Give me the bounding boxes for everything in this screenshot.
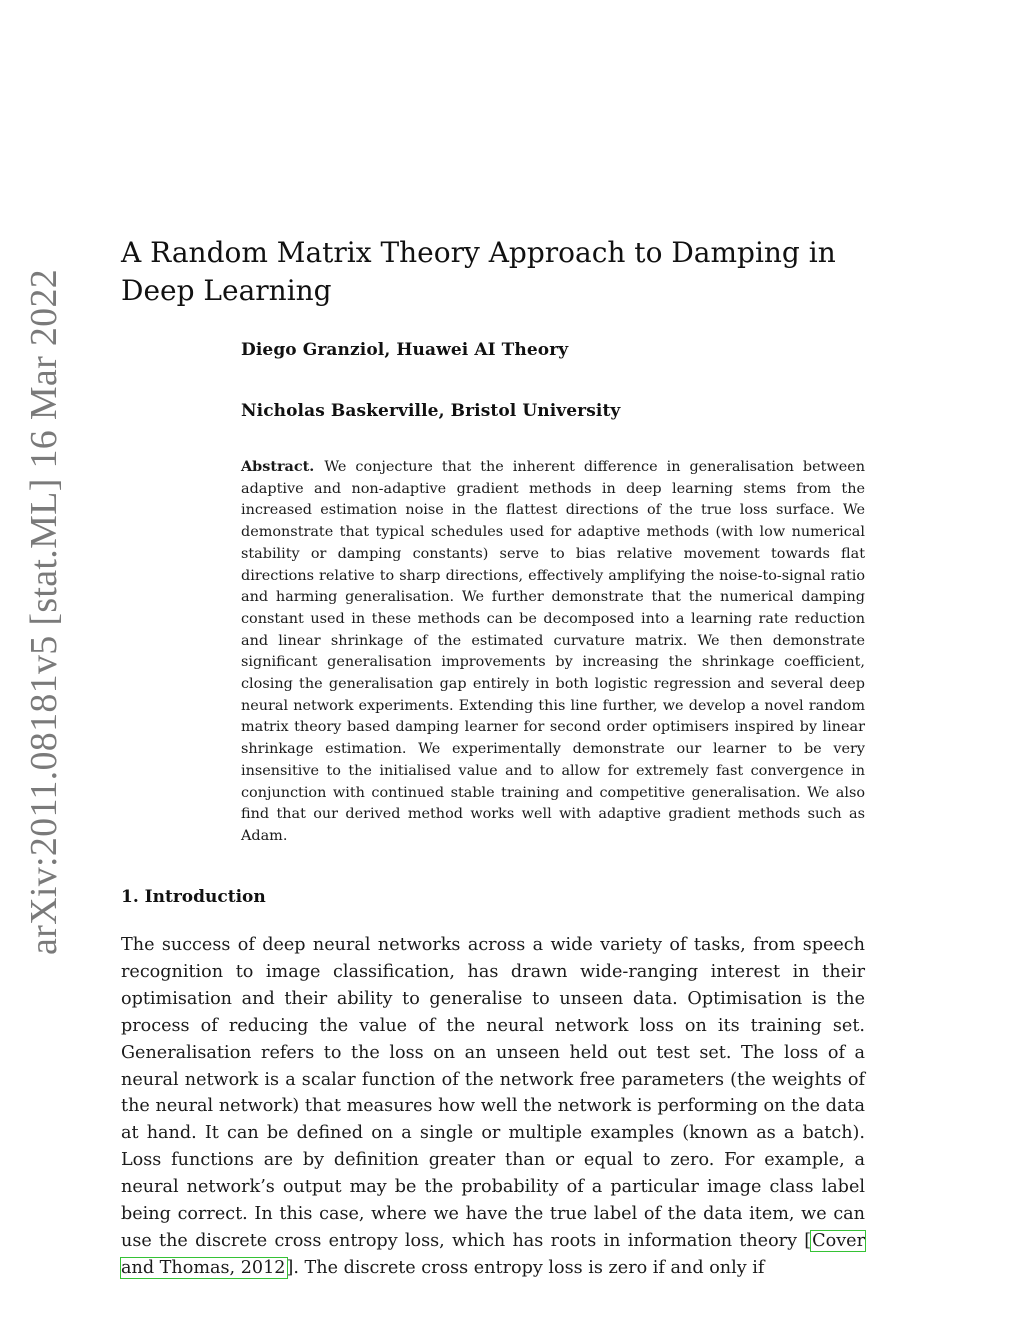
abstract xyxy=(241,456,865,848)
introduction-text: The success of deep neural networks across a wide variety of tasks, from speech recognition to image classification, has drawn wide-ranging interest in their optimisation and their ability to generalise to unseen data. Optimisation is the process of reducing the value of the neural network loss on its training set. Generalisation refers to the loss on an unseen held out test set. The loss of a neural network is a scalar function of the network free parameters (the weights of the neural network) that measures how well the network is performing on the data at hand. It can be defined on a single or multiple examples (known as a batch). Loss functions are by definition greater than or equal to zero. For example, a neural network’s output may be the probability of a particular image class label being correct. In this case, where we have the true label of the data item, we can use the discrete cross entropy loss, which has roots in information theory xyxy=(121,935,865,1251)
arxiv-identifier-stamp: arXiv:2011.08181v5 [stat.ML] 16 Mar 2022 xyxy=(23,268,65,955)
author-2: Nicholas Baskerville, Bristol University xyxy=(241,401,621,421)
paper-title: A Random Matrix Theory Approach to Damping in Deep Learning xyxy=(121,236,836,307)
section-heading-introduction: 1. Introduction xyxy=(121,887,266,907)
author-1: Diego Granziol, Huawei AI Theory xyxy=(241,340,569,360)
abstract-label: Abstract. xyxy=(241,458,315,475)
abstract-text: We conjecture that the inherent difference in generalisation between adaptive and non-adaptive gradient methods in deep learning stems from the increased estimation noise in the flattest directions of the true loss surface. We demonstrate that typical schedules used for adaptive methods (with low numerical stability or damping constants) serve to bias relative movement towards flat directions relative to sharp directions, effectively amplifying the noise-to-signal ratio and harming generalisation. We further demonstrate that the numerical damping constant used in these methods can be decomposed into a learning rate reduction and linear shrinkage of the estimated curvature matrix. We then demonstrate significant generalisation improvements by increasing the shrinkage coefficient, closing the generalisation gap entirely in both logistic regression and several deep neural network experiments. Extending this line further, we develop a novel random matrix theory based damping learner for second order optimisers inspired by linear shrinkage estimation. We experimentally demonstrate our learner to be very insensitive to the initialised value and to allow for extremely fast convergence in conjunction with continued stable training and competitive generalisation. We also find that our derived method works well with adaptive gradient methods such as Adam. xyxy=(241,459,865,844)
introduction-paragraph xyxy=(121,932,865,1282)
citation-bracket-open: [ xyxy=(804,1230,812,1251)
citation-bracket-close: ] xyxy=(286,1257,294,1278)
introduction-text-continued: . The discrete cross entropy loss is zero if and only if xyxy=(293,1257,765,1278)
citation-link[interactable]: Cover and Thomas, 2012 xyxy=(121,1230,865,1278)
